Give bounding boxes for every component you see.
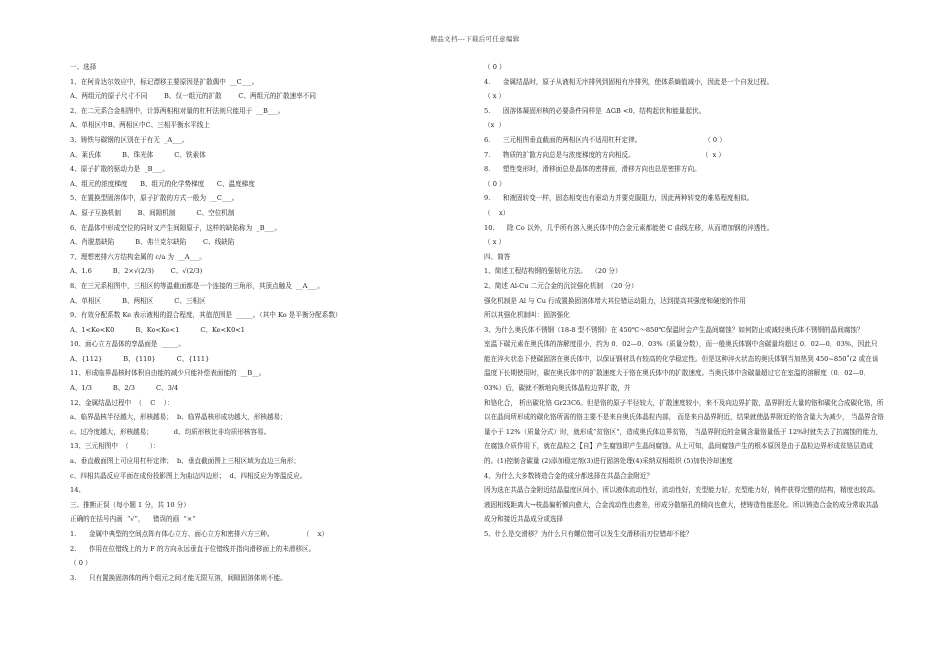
right-text-line: （ x ） — [484, 92, 506, 101]
left-text-line: a、垂直截面图上可应用杠杆定律； b、垂直截面图上三相区域为直边三角形； — [70, 457, 300, 466]
page-header: 精品文档---下载后可任意编辑 — [430, 35, 520, 43]
left-text-line: 三、推断正误（每小题 1 分，共 10 分） — [70, 500, 190, 509]
left-text-line: A、两组元的原子尺寸不同 B、仅一组元的扩散 C、两组元的扩散速率不同 — [70, 92, 316, 101]
left-text-line: 3、铸铁与碳钢的区别在于有无 _A___。 — [70, 135, 189, 144]
left-text-line: A、1/3 B、2/3 C、3/4 — [70, 384, 179, 393]
right-text-line: 液固相线距离大→枝晶偏析倾向愈大，合金流动性也愈差，形成分散缩孔的倾向也愈大，使铸造性能恶化。所以铸造合金的成分常取共晶成分和接近共晶成分或选择 — [484, 500, 879, 524]
left-text-line: c、过冷度越大，形核越易； d、均质形核比非均质形核容易。 — [70, 427, 271, 436]
right-text-line: 因为选在共晶合金附近结晶温度区间小，所以液体流动性好，流动性好，充型能力好，充型能力好，铸件获得完整的结构，精度也较高。 — [484, 486, 880, 495]
left-text-line: 6、在晶体中形成空位的同时又产生间隙原子，这样的缺陷称为 _B___。 — [70, 223, 282, 232]
right-text-line: 1、简述工程结构钢的强韧化方法。 （20 分） — [484, 267, 622, 276]
right-text-line: 8. 塑性变形时，滑移面总是晶体的密排面，滑移方向也总是密排方向。 — [484, 165, 701, 174]
right-text-line: （ x ） — [484, 238, 506, 247]
right-text-line: （ 0 ） — [484, 179, 506, 188]
right-text-line: （ 0 ） — [484, 63, 506, 71]
left-text-line: 5、在置换型固溶体中，原子扩散的方式一般为 __C___。 — [70, 194, 239, 203]
right-text-line: （x ） — [484, 121, 506, 130]
right-text-line: 四、简答 — [484, 252, 511, 261]
left-text-line: A、{112} B、{110} C、{111} — [70, 354, 210, 363]
left-text-line: 1、在柯肯达尔效应中，标记漂移主要原因是扩散偶中 __C___。 — [70, 77, 259, 86]
left-text-line: 1. 金属中典型的空间点阵有体心立方、面心立方和密排六方三种。 （ x） — [70, 530, 329, 538]
right-text-line: 4. 金属结晶时，原子从液相无序排列到固相有序排列，使体系熵值减小，因此是一个自发过程。 — [484, 77, 774, 86]
left-text-line: 正确的在括号内画 “√”， 错误的画 “×” — [70, 515, 196, 524]
right-text-line: 10. 除 Co 以外，几乎所有溶入奥氏体中的合金元素都能使 C 曲线左移，从而增加钢的淬透性。 — [484, 223, 774, 232]
left-column — [70, 60, 475, 585]
left-text-line: 4、原子扩散的驱动力是 _B___。 — [70, 165, 169, 174]
left-text-line: 10、面心立方晶体的孪晶面是 _____。 — [70, 340, 185, 349]
left-text-line: A、1<Ke<K0 B、Ko<Ke<1 C、Ke<K0<1 — [70, 325, 246, 334]
left-text-line: A、单相区中B、两相区中C、三相平衡水平线上 — [70, 121, 210, 130]
left-text-line: A、单相区 B、两相区 C、三相区 — [70, 296, 206, 305]
right-text-line: 7. 物质的扩散方向总是与浓度梯度的方向相反。 （ x ） — [484, 150, 726, 159]
left-text-line: A、莱氏体 B、珠光体 C、铁素体 — [70, 150, 206, 159]
left-text-line: a、临界晶核半径越大，形核越易； b、临界晶核形成功越大，形核越易； — [70, 413, 287, 422]
right-text-line: 9. 和液固转变一样，固态相变也有驱动力并要克服阻力，因此两种转变的难易程度相似。 — [484, 194, 754, 203]
right-text-line: 5. 固溶体凝固形核的必要条件同样是 ΔGB <0、结构起伏和能量起伏。 — [484, 106, 706, 115]
right-text-line: 所以其强化机制叫：固溶强化 — [484, 311, 570, 320]
right-text-line: 6. 三元相图垂直截面的两相区内不适用杠杆定律。 （ 0 ） — [484, 135, 726, 144]
left-text-line: A、肖脱基缺陷 B、弗兰克尔缺陷 C、线缺陷 — [70, 238, 235, 247]
left-text-line: 13、三元相图中 （ ）： — [70, 442, 160, 451]
left-text-line: 3. 只有置换固溶体的两个组元之间才能无限互溶，间隙固溶体则不能。 — [70, 573, 287, 582]
right-text-line: 3、为什么奥氏体不锈钢（18-8 型不锈钢）在 450℃～850℃保温时会产生晶间腐蚀？如何防止或减轻奥氏体不锈钢的晶间腐蚀？ — [484, 325, 864, 334]
right-text-line: 5、什么是交滑移？为什么只有螺位错可以发生交滑移而刃位错却不能？ — [484, 530, 693, 538]
right-text-line: 强化机制是 Al 与 Cu 行成置换固溶体增大其位错运动阻力，达到提高其强度和硬度的作用 — [484, 296, 746, 305]
left-text-line: （ 0 ） — [70, 559, 92, 568]
left-text-line: A、1.6 B、2×√(2/3) C、√(2/3) — [70, 267, 203, 276]
right-text-line: 2、简述 Al-Cu 二元合金的沉淀强化机制 （20 分） — [484, 281, 638, 290]
left-text-line: 7、理想密排六方结构金属的 c/a 为 __A___。 — [70, 252, 206, 261]
left-text-line: 11、形成临界晶核时体积自由能的减少只能补偿表面能的 __B__。 — [70, 369, 266, 378]
right-text-line: 室温下碳元素在奥氏体的溶解度很小，约为 0．02—0．03%（质量分数），而一般奥氏体钢中含碳量均超过 0．02—0．03%，因此只能在淬火状态下使碳固溶在奥氏体中，以保证钢材具有较高的化学稳定性。但是这种淬火状态的奥氏体钢当加热到 450~850˚(2 或在该温度下长期使用时，碳在奥氏体中的扩散速度大于铬在奥氏体中的扩散速度。当奥氏体中含碳量超过它在室温的溶解度（0．02—0．03%）后，碳就不断地向奥氏体晶粒边界扩散，并 — [484, 340, 879, 393]
left-text-line: 2. 作用在位错线上的力 F 的方向永远垂直于位错线并指向滑移面上的未滑移区。 — [70, 544, 316, 553]
right-text-line: 和铬化合， 析出碳化铬 Gr23C6。但是铬的原子半径较大，扩散速度较小，来不及向边界扩散，晶界附近大量的铬和碳化合成碳化铬，所以在晶间所形成的碳化铬所需的铬主要不是来自奥氏体晶粒内部， 而是来自晶界附近，结果就使晶界附近的铬含量大为减少， 当晶界含铬量小于 12%（质量分式）时，就形成“贫铬区”，造成奥氏体边界贫铬， 当晶界附近的金属含量铬量低于 12%时就失去了抗腐蚀的能力，在腐蚀介质作用下，就在晶粒之【自】产生腐蚀即产生晶间腐蚀。从上可知，晶间腐蚀产生的根本原因是由于晶粒边界形成贫铬层造成的。(1)控制含碳量 (2)添加稳定剂(3)进行固溶处理(4)采纳双相组织 (5)加快冷却速度 — [484, 398, 884, 466]
left-text-line: 一、选择 — [70, 63, 97, 71]
left-text-line: 12、金属结晶过程中 （ C ）： — [70, 398, 174, 407]
left-text-line: 9、有效分配系数 Ke 表示液相的混合程度，其值范围是 _____。（其中 Ko 是平衡分配系数） — [70, 311, 342, 320]
right-text-line: 4、为什么大多数铸造合金的成分都选择在共晶合金附近？ — [484, 471, 654, 480]
left-text-line: c、四相共晶反应平面在成份投影图上为曲边四边形； d、四相反应为等温反应。 — [70, 471, 307, 480]
left-text-line: 8、在三元系相图中，三相区的等温截面都是一个连接的三角形，其顶点触及 __A___。 — [70, 281, 324, 290]
left-text-line: A、原子互换机制 B、间隙机制 C、空位机制 — [70, 208, 235, 217]
left-text-line: 2、在二元系合金相图中，计算两相相对量的杠杆法则只能用于 __B___。 — [70, 106, 285, 115]
left-text-line: 14、 — [70, 486, 85, 495]
left-text-line: A、组元的浓度梯度 B、组元的化学势梯度 C、温度梯度 — [70, 179, 255, 188]
right-text-line: （ x） — [484, 208, 510, 217]
right-column — [484, 60, 884, 542]
